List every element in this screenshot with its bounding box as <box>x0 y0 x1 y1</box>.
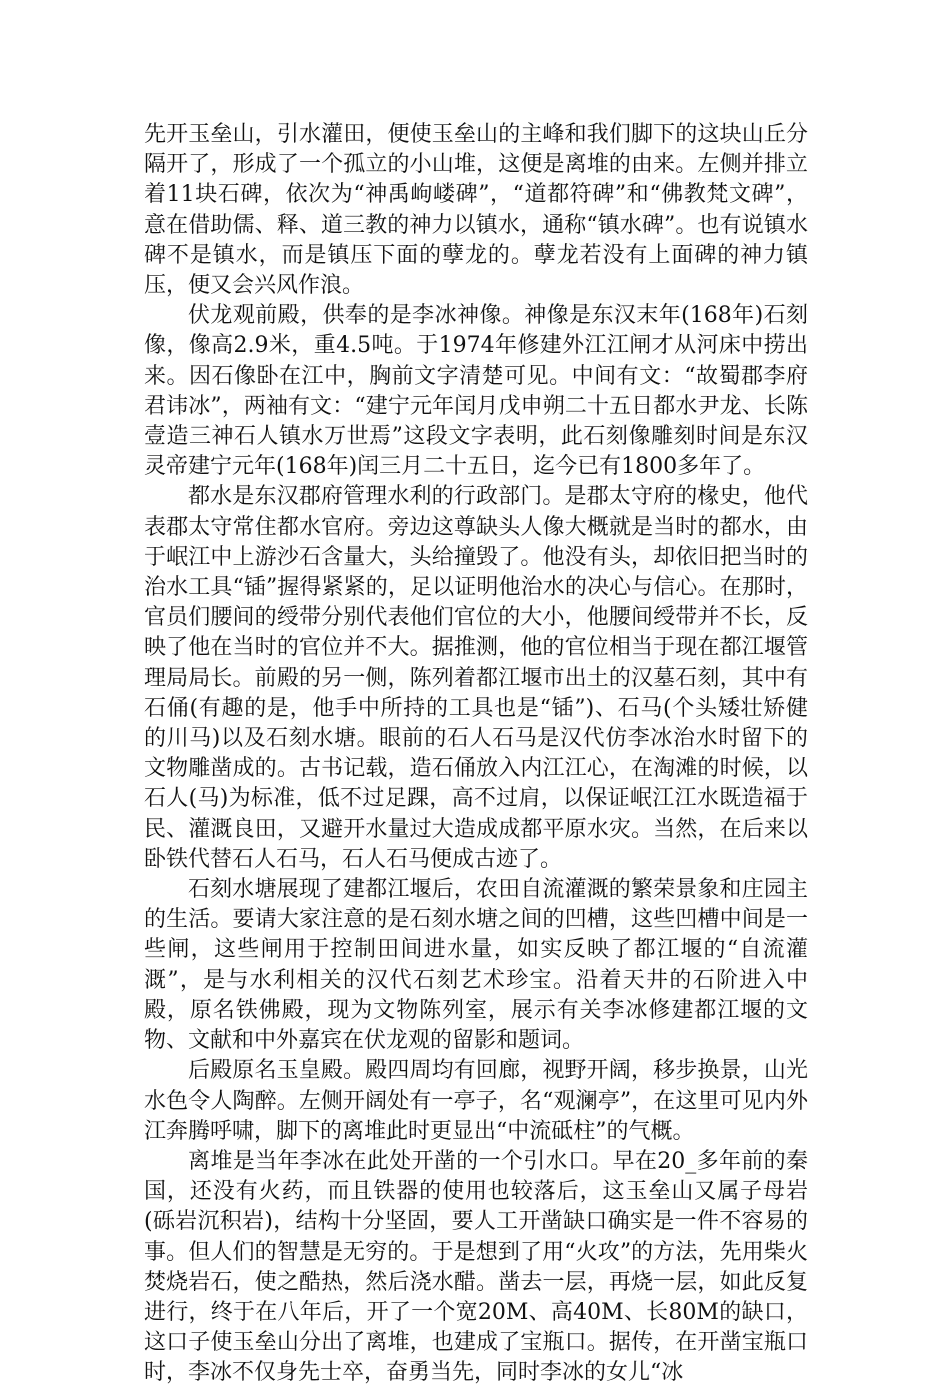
paragraph-continued: 先开玉垒山，引水灌田，便使玉垒山的主峰和我们脚下的这块山丘分隔开了，形成了一个孤立的小山堆，这便是离堆的由来。左侧并排立着11块石碑，依次为“神禹岣嵝碑”，“道都符碑”和“佛教梵文碑”，意在借助儒、释、道三教的神力以镇水，通称“镇水碑”。也有说镇水碑不是镇水，而是镇压下面的孽龙的。孽龙若没有上面碑的神力镇压，便又会兴风作浪。 <box>144 122 808 299</box>
paragraph-back-hall: 后殿原名玉皇殿。殿四周均有回廊，视野开阔，移步换景，山光水色令人陶醉。左侧开阔处有一亭子，名“观澜亭”，在这里可见内外江奔腾呼啸，脚下的离堆此时更显出“中流砥柱”的气概。 <box>144 1058 808 1144</box>
document-body <box>144 120 808 1389</box>
paragraph-lidui: 离堆是当年李冰在此处开凿的一个引水口。早在20_多年前的秦国，还没有火药，而且铁器的使用也较落后，这玉垒山又属子母岩(砾岩沉积岩)，结构十分坚固，要人工开凿缺口确实是一件不容易的事。但人们的智慧是无穷的。于是想到了用“火攻”的方法，先用柴火焚烧岩石，使之酷热，然后浇水醋。凿去一层，再烧一层，如此反复进行，终于在八年后，开了一个宽20M、高40M、长80M的缺口，这口子使玉垒山分出了离堆，也建成了宝瓶口。据传，在开凿宝瓶口时，李冰不仅身先士卒，奋勇当先，同时李冰的女儿“冰 <box>144 1148 808 1386</box>
paragraph-front-hall: 伏龙观前殿，供奉的是李冰神像。神像是东汉末年(168年)石刻像，像高2.9米，重4.5吨。于1974年修建外江江闸才从河床中捞出来。因石像卧在江中，胸前文字清楚可见。中间有文：“故蜀郡李府君讳冰”，两袖有文：“建宁元年闰月戊申朔二十五日都水尹龙、长陈壹造三神石人镇水万世焉”这段文字表明，此石刻像雕刻时间是东汉灵帝建宁元年(168年)闰三月二十五日，迄今已有1800多年了。 <box>144 303 808 480</box>
paragraph-dushui: 都水是东汉郡府管理水利的行政部门。是郡太守府的椽史，他代表郡太守常住都水官府。旁边这尊缺头人像大概就是当时的都水，由于岷江中上游沙石含量大，头给撞毁了。他没有头，却依旧把当时的治水工具“锸”握得紧紧的，足以证明他治水的决心与信心。在那时，官员们腰间的绶带分别代表他们官位的大小，他腰间绶带并不长，反映了他在当时的官位并不大。据推测，他的官位相当于现在都江堰管理局局长。前殿的另一侧，陈列着都江堰市出土的汉墓石刻，其中有石俑(有趣的是，他手中所持的工具也是“锸”)、石马(个头矮壮矫健的川马)以及石刻水塘。眼前的石人石马是汉代仿李冰治水时留下的文物雕凿成的。古书记载，造石俑放入内江江心，在淘滩的时候，以石人(马)为标准，低不过足踝，高不过肩，以保证岷江江水既造福于民、灌溉良田，又避开水量过大造成成都平原水灾。当然，在后来以卧铁代替石人石马，石人石马便成古迹了。 <box>144 484 808 872</box>
paragraph-stone-pond: 石刻水塘展现了建都江堰后，农田自流灌溉的繁荣景象和庄园主的生活。要请大家注意的是石刻水塘之间的凹槽，这些凹槽中间是一些闸，这些闸用于控制田间进水量，如实反映了都江堰的“自流灌溉”，是与水利相关的汉代石刻艺术珍宝。沿着天井的石阶进入中殿，原名铁佛殿，现为文物陈列室，展示有关李冰修建都江堰的文物、文献和中外嘉宾在伏龙观的留影和题词。 <box>144 877 808 1054</box>
